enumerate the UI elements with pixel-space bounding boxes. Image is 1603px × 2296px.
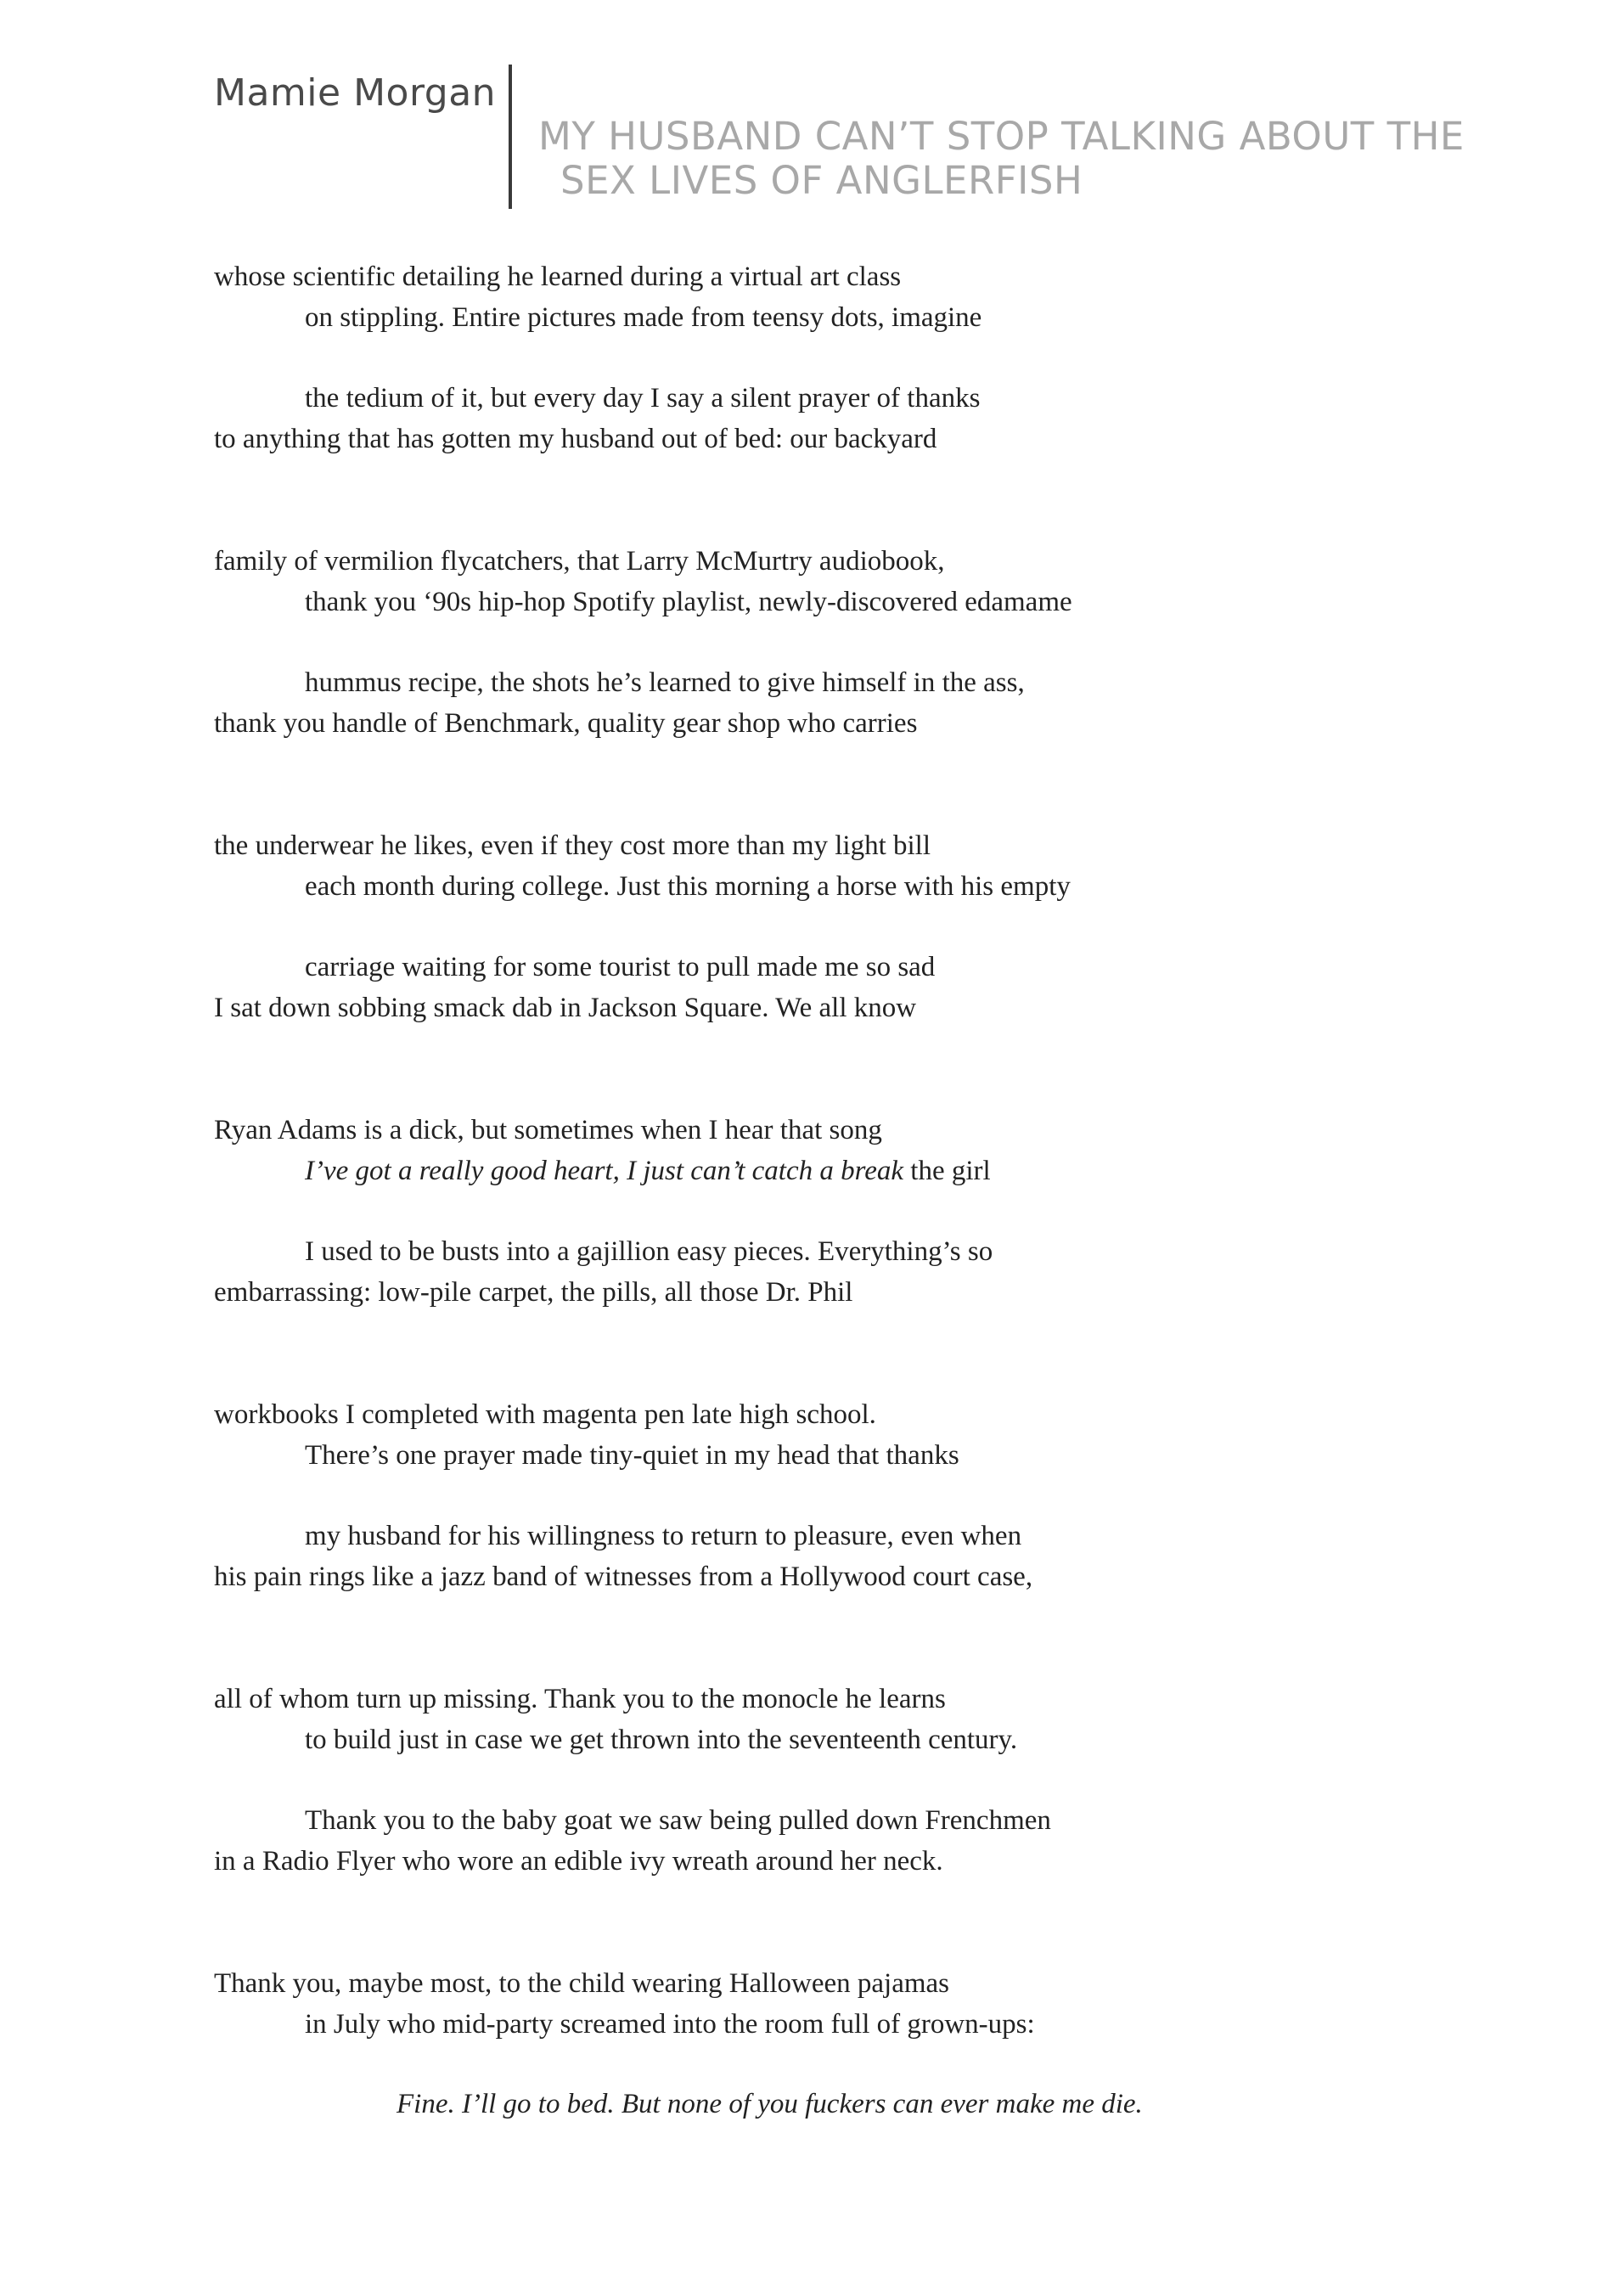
poem-line: thank you ‘90s hip-hop Spotify playlist, newly-discovered edamame bbox=[305, 587, 1072, 617]
poem-line: There’s one prayer made tiny-quiet in my head that thanks bbox=[305, 1440, 959, 1471]
poem-line: family of vermilion flycatchers, that Larry McMurtry audiobook, bbox=[214, 546, 945, 577]
poem-line: carriage waiting for some tourist to pull made me so sad bbox=[305, 952, 936, 982]
poem-line: the tedium of it, but every day I say a silent prayer of thanks bbox=[305, 383, 981, 414]
poem-line: to build just in case we get thrown into the seventeenth century. bbox=[305, 1725, 1018, 1755]
poem-line: in a Radio Flyer who wore an edible ivy wreath around her neck. bbox=[214, 1846, 943, 1877]
poem-line: hummus recipe, the shots he’s learned to give himself in the ass, bbox=[305, 667, 1025, 698]
poem-line: in July who mid-party screamed into the room full of grown-ups: bbox=[305, 2009, 1035, 2040]
poem-line: Thank you, maybe most, to the child wearing Halloween pajamas bbox=[214, 1968, 950, 1999]
poem-line bbox=[305, 1156, 991, 1187]
poem-line: Ryan Adams is a dick, but sometimes when I hear that song bbox=[214, 1115, 882, 1145]
poem-line: all of whom turn up missing. Thank you to the monocle he learns bbox=[214, 1684, 946, 1714]
poem-line: embarrassing: low-pile carpet, the pills, all those Dr. Phil bbox=[214, 1277, 853, 1308]
closing-quote: Fine. I’ll go to bed. But none of you fuckers can ever make me die. bbox=[397, 2089, 1143, 2119]
poem-title-line-1: MY HUSBAND CAN’T STOP TALKING ABOUT THE bbox=[538, 114, 1465, 159]
poem-line: the underwear he likes, even if they cost more than my light bill bbox=[214, 830, 931, 861]
poem-line: I sat down sobbing smack dab in Jackson Square. We all know bbox=[214, 993, 917, 1023]
header-divider bbox=[509, 65, 512, 209]
poem-line-tail: the girl bbox=[903, 1156, 991, 1186]
poem-line: to anything that has gotten my husband out of bed: our backyard bbox=[214, 424, 937, 454]
poem-line: workbooks I completed with magenta pen late high school. bbox=[214, 1399, 876, 1430]
poem-line: Thank you to the baby goat we saw being pulled down Frenchmen bbox=[305, 1805, 1051, 1836]
poem-title bbox=[538, 115, 1465, 203]
song-lyric: I’ve got a really good heart, I just can’t catch a break bbox=[305, 1156, 904, 1186]
poem-line: each month during college. Just this morning a horse with his empty bbox=[305, 871, 1071, 902]
poem-line: thank you handle of Benchmark, quality gear shop who carries bbox=[214, 708, 918, 739]
author-name: Mamie Morgan bbox=[214, 71, 497, 115]
poem-line: I used to be busts into a gajillion easy pieces. Everything’s so bbox=[305, 1236, 993, 1267]
poem-line: my husband for his willingness to return to pleasure, even when bbox=[305, 1521, 1022, 1551]
poem-line: whose scientific detailing he learned during a virtual art class bbox=[214, 262, 902, 292]
poem-line: his pain rings like a jazz band of witnesses from a Hollywood court case, bbox=[214, 1562, 1033, 1592]
poem-line: on stippling. Entire pictures made from teensy dots, imagine bbox=[305, 302, 982, 333]
poem-title-line-2: SEX LIVES OF ANGLERFISH bbox=[560, 158, 1083, 203]
